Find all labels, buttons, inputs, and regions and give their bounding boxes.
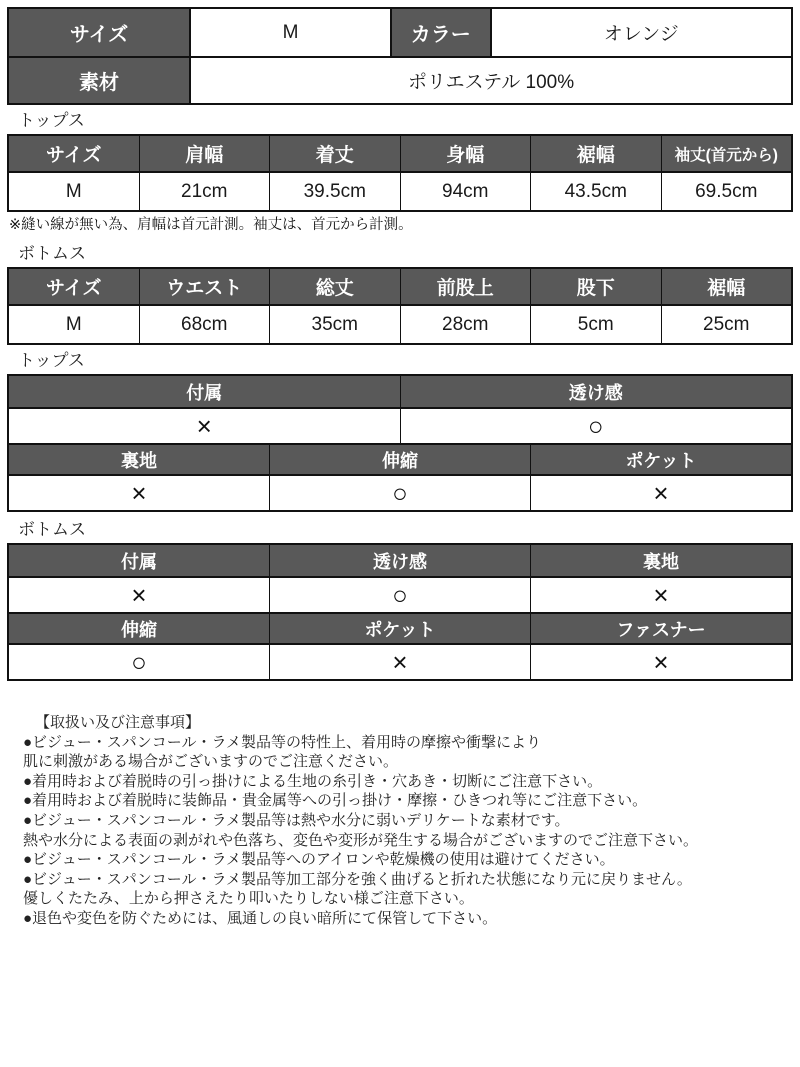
header-cell: 袖丈(首元から) — [661, 136, 792, 171]
header-cell: 前股上 — [400, 269, 531, 304]
header-cell: 裏地 — [9, 445, 269, 474]
care-note-line: ●着用時および着脱時の引っ掛けによる生地の糸引き・穴あき・切断にご注意下さい。 — [23, 772, 603, 790]
header-cell: 付属 — [9, 376, 400, 407]
header-cell: 総丈 — [269, 269, 400, 304]
bottoms-features-table — [7, 543, 793, 681]
feature-mark-cell: × — [530, 578, 791, 612]
bottoms-measurements-table — [7, 267, 793, 345]
feature-mark-cell: ○ — [269, 476, 530, 510]
bottoms-measurements-label: ボトムス — [18, 244, 86, 263]
header-cell: 股下 — [530, 269, 661, 304]
tops-features-value-row-2 — [9, 474, 791, 510]
info-table — [7, 7, 793, 105]
header-cell: 透け感 — [400, 376, 792, 407]
value-cell: M — [65, 313, 82, 335]
header-cell: ポケット — [269, 614, 530, 643]
tops-features-header-row-2 — [9, 443, 791, 474]
value-cell: 43.5cm — [530, 173, 661, 210]
header-cell: サイズ — [9, 269, 139, 304]
header-cell: 伸縮 — [9, 614, 269, 643]
header-cell: 付属 — [9, 545, 269, 576]
tops-features-table — [7, 374, 793, 512]
tops-features-header-row-1 — [9, 376, 791, 407]
care-notes-title: 【取扱い及び注意事項】 — [35, 714, 201, 731]
header-cell: ウエスト — [139, 269, 270, 304]
bottoms-features-value-row-2 — [9, 643, 791, 679]
feature-mark-cell: × — [131, 579, 147, 610]
bottoms-features-value-row-1 — [9, 576, 791, 612]
value-cell: 25cm — [661, 306, 792, 343]
header-cell: 着丈 — [269, 136, 400, 171]
header-cell: 裾幅 — [661, 269, 792, 304]
value-cell: 21cm — [139, 173, 270, 210]
care-note-line: 優しくたたみ、上から押さえたり叩いたりしない様ご注意下さい。 — [23, 890, 474, 908]
header-cell: 裾幅 — [530, 136, 661, 171]
bottoms-features-label: ボトムス — [18, 520, 86, 539]
care-note-line: ●着用時および着脱時に装飾品・貴金属等への引っ掛け・摩擦・ひきつれ等にご注意下さい。 — [23, 792, 648, 810]
size-value-cell: M — [189, 9, 390, 56]
care-notes — [23, 713, 793, 929]
info-row-size-color — [9, 9, 791, 56]
header-cell: 身幅 — [400, 136, 531, 171]
care-note-line: 肌に刺激がある場合がございますのでご注意ください。 — [23, 753, 399, 771]
header-cell: 伸縮 — [269, 445, 530, 474]
care-note-line: ●ビジュー・スパンコール・ラメ製品等は熱や水分に弱いデリケートな素材です。 — [23, 811, 570, 829]
feature-mark-cell: × — [196, 410, 212, 441]
color-header-cell: カラー — [390, 9, 489, 56]
care-note-line: ●ビジュー・スパンコール・ラメ製品等加工部分を強く曲げると折れた状態になり元に戻りません。 — [23, 870, 692, 888]
header-cell: サイズ — [9, 136, 139, 171]
header-cell: 透け感 — [269, 545, 530, 576]
feature-mark-cell: × — [530, 645, 791, 679]
value-cell: M — [65, 180, 82, 202]
value-cell: 35cm — [269, 306, 400, 343]
header-cell: ポケット — [530, 445, 791, 474]
feature-mark-cell: ○ — [400, 409, 792, 443]
bottoms-features-header-row-1 — [9, 545, 791, 576]
measurement-note: ※縫い線が無い為、肩幅は首元計測。袖丈は、首元から計測。 — [9, 217, 413, 233]
tops-features-label: トップス — [18, 351, 85, 370]
value-cell: 5cm — [530, 306, 661, 343]
care-note-line: ●退色や変色を防ぐためには、風通しの良い暗所にて保管して下さい。 — [23, 909, 498, 927]
material-header-cell: 素材 — [9, 58, 189, 103]
tops-measurements-table — [7, 134, 793, 212]
tops-measurements-value-row — [9, 171, 791, 210]
tops-measurements-header-row — [9, 136, 791, 171]
bottoms-measurements-value-row — [9, 304, 791, 343]
value-cell: 68cm — [139, 306, 270, 343]
feature-mark-cell: × — [269, 645, 530, 679]
header-cell: 肩幅 — [139, 136, 270, 171]
care-note-line: ●ビジュー・スパンコール・ラメ製品等の特性上、着用時の摩擦や衝撃により — [23, 733, 542, 751]
color-value-cell: オレンジ — [490, 9, 791, 56]
feature-mark-cell: ○ — [131, 646, 147, 677]
header-cell: 裏地 — [530, 545, 791, 576]
feature-mark-cell: × — [530, 476, 791, 510]
tops-features-value-row-1 — [9, 407, 791, 443]
header-cell: ファスナー — [530, 614, 791, 643]
size-header-cell: サイズ — [9, 9, 189, 56]
value-cell: 28cm — [400, 306, 531, 343]
value-cell: 69.5cm — [661, 173, 792, 210]
material-value-cell: ポリエステル 100% — [189, 58, 791, 103]
value-cell: 39.5cm — [269, 173, 400, 210]
feature-mark-cell: ○ — [269, 578, 530, 612]
feature-mark-cell: × — [131, 477, 147, 508]
bottoms-measurements-header-row — [9, 269, 791, 304]
info-row-material — [9, 56, 791, 103]
care-note-line: ●ビジュー・スパンコール・ラメ製品等へのアイロンや乾燥機の使用は避けてください。 — [23, 851, 615, 869]
care-note-line: 熱や水分による表面の剥がれや色落ち、変色や変形が発生する場合がございますのでご注意下さい。 — [23, 831, 699, 849]
value-cell: 94cm — [400, 173, 531, 210]
tops-measurements-label: トップス — [18, 111, 85, 130]
bottoms-features-header-row-2 — [9, 612, 791, 643]
